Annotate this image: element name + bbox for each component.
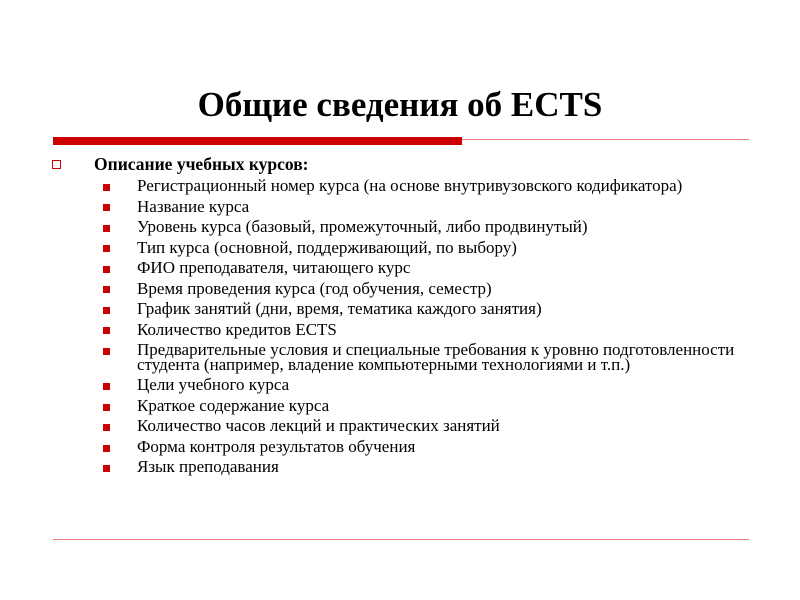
list-item bbox=[101, 437, 741, 457]
section-heading: Описание учебных курсов: bbox=[94, 154, 309, 174]
list-item bbox=[101, 340, 741, 375]
filled-square-icon bbox=[103, 307, 110, 314]
hollow-square-icon bbox=[52, 160, 61, 169]
list-item bbox=[101, 319, 741, 339]
list-item-text: Название курса bbox=[137, 196, 250, 216]
filled-square-icon bbox=[103, 348, 110, 355]
list-item-text: Предварительные условия и специальные требования к уровню подготовленности студента (например, владение компьютерными технологиями и т.п.) bbox=[137, 340, 735, 374]
list-item-text: Время проведения курса (год обучения, семестр) bbox=[137, 278, 492, 298]
filled-square-icon bbox=[103, 383, 110, 390]
list-item-text: Краткое содержание курса bbox=[137, 395, 330, 415]
filled-square-icon bbox=[103, 225, 110, 232]
list-item bbox=[101, 237, 741, 257]
list-item-text: Цели учебного курса bbox=[137, 375, 290, 395]
list-item-text: Язык преподавания bbox=[137, 457, 279, 477]
list-item bbox=[101, 217, 741, 237]
filled-square-icon bbox=[103, 266, 110, 273]
filled-square-icon bbox=[103, 445, 110, 452]
list-item-text: Форма контроля результатов обучения bbox=[137, 436, 416, 456]
list-item bbox=[101, 375, 741, 395]
list-item bbox=[101, 299, 741, 319]
filled-square-icon bbox=[103, 204, 110, 211]
list-item bbox=[101, 176, 741, 196]
list-item-text: Количество часов лекций и практических занятий bbox=[137, 416, 500, 436]
list-item-text: Тип курса (основной, поддерживающий, по выбору) bbox=[137, 237, 517, 257]
list-item bbox=[101, 396, 741, 416]
filled-square-icon bbox=[103, 245, 110, 252]
footer-rule bbox=[53, 539, 749, 540]
filled-square-icon bbox=[103, 327, 110, 334]
list-item-text: ФИО преподавателя, читающего курс bbox=[137, 258, 411, 278]
list-item-text: График занятий (дни, время, тематика каждого занятия) bbox=[137, 299, 542, 319]
list-item-text: Количество кредитов ECTS bbox=[137, 319, 337, 339]
course-description-list bbox=[101, 176, 741, 477]
list-item-text: Уровень курса (базовый, промежуточный, либо продвинутый) bbox=[137, 217, 588, 237]
filled-square-icon bbox=[103, 424, 110, 431]
title-underline-rule bbox=[462, 139, 749, 140]
filled-square-icon bbox=[103, 404, 110, 411]
list-item bbox=[101, 416, 741, 436]
list-item bbox=[101, 278, 741, 298]
filled-square-icon bbox=[103, 286, 110, 293]
list-item bbox=[101, 457, 741, 477]
section-row bbox=[52, 152, 309, 176]
title-underline-bar bbox=[53, 137, 462, 145]
list-item bbox=[101, 258, 741, 278]
filled-square-icon bbox=[103, 184, 110, 191]
list-item-text: Регистрационный номер курса (на основе внутривузовского кодификатора) bbox=[137, 176, 683, 196]
filled-square-icon bbox=[103, 465, 110, 472]
slide-title: Общие сведения об ECTS bbox=[197, 85, 603, 124]
list-item bbox=[101, 196, 741, 216]
